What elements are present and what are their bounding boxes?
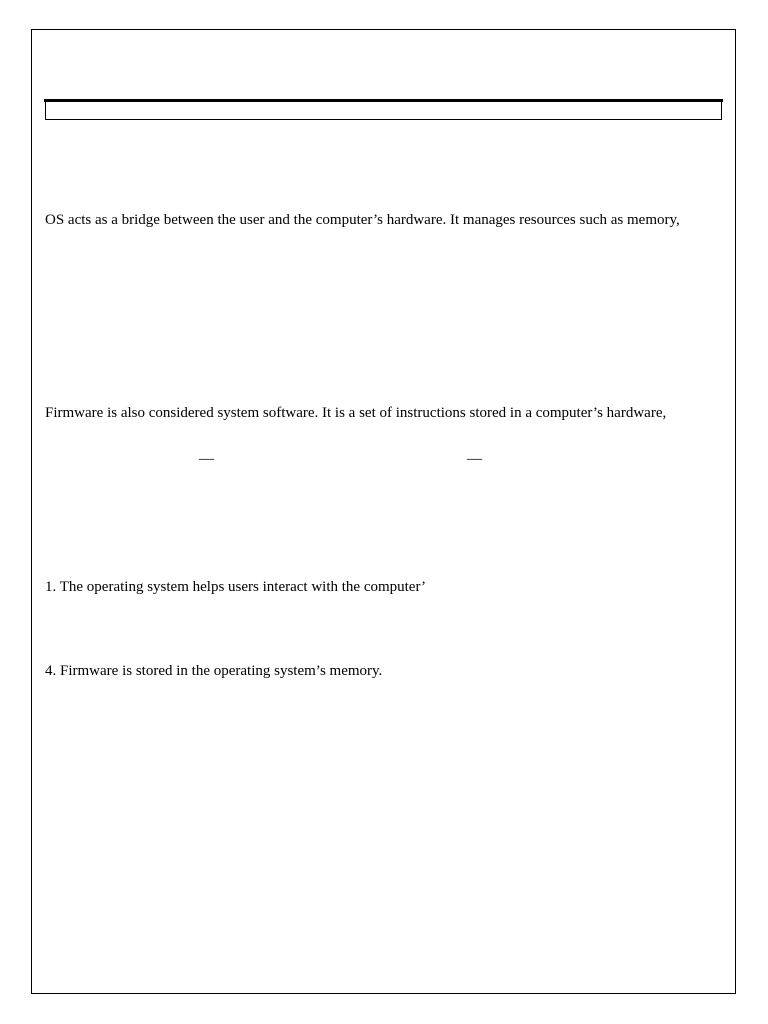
paragraph-firmware: Firmware is also considered system software. It is a set of instructions stored in a computer’s hardware, xyxy=(45,405,667,421)
header-box xyxy=(45,102,722,120)
paragraph-os: OS acts as a bridge between the user and the computer’s hardware. It manages resources such as memory, xyxy=(45,212,680,228)
page-frame xyxy=(31,29,736,994)
list-item-1: 1. The operating system helps users interact with the computer’ xyxy=(45,579,427,595)
list-item-4: 4. Firmware is stored in the operating system’s memory. xyxy=(45,663,383,679)
blank-dash-right: — xyxy=(467,451,482,467)
blank-dash-left: — xyxy=(199,451,214,467)
